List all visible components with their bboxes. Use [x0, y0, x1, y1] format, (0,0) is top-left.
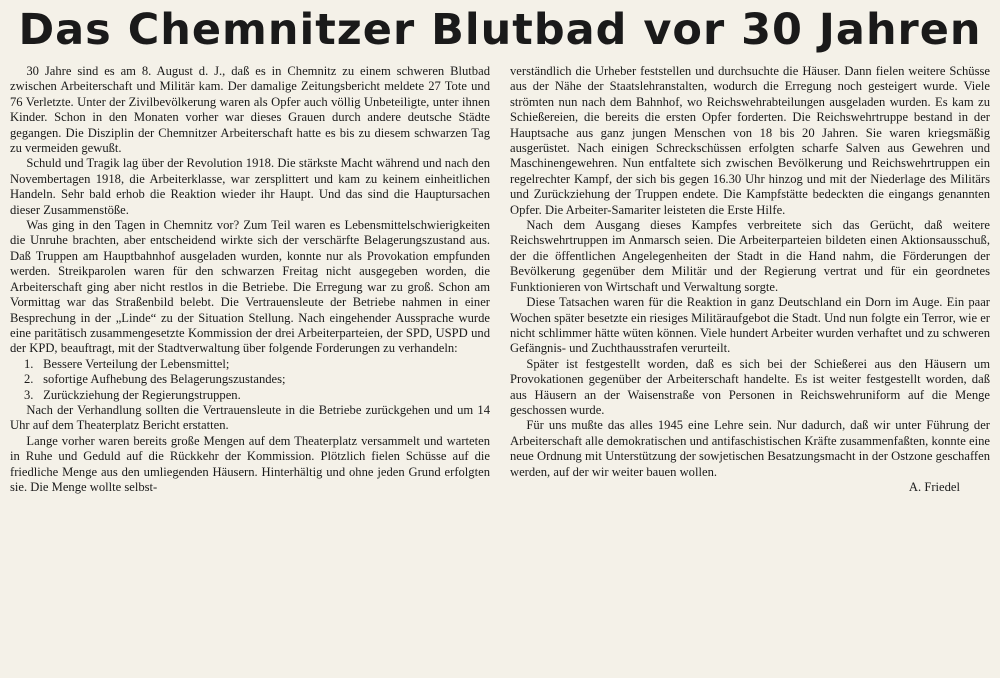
list-item: [24, 388, 490, 403]
paragraph: Lange vorher waren bereits große Mengen auf dem Theaterplatz versammelt und warteten in Ruhe und Geduld auf die Rückkehr der Kommission. Plötzlich fielen Schüsse auf die friedliche Menge aus den umliegenden Häusern. Hinterhältig und ohne jeden Grund erfolgten sie. Die Menge wollte selbst-: [10, 433, 490, 494]
list-item: [24, 357, 490, 372]
paragraph: Was ging in den Tagen in Chemnitz vor? Zum Teil waren es Lebensmittelschwierigkeiten die Unruhe brachten, aber entscheidend wirkte sich der verschärfte Belagerungszustand aus. Daß Truppen am Hauptbahnhof ausgeladen wurden, konnte nur als Provokation empfunden werden. Streikparolen waren für den schwarzen Freitag nicht ausgegeben worden, die Arbeiterschaft ging aber nicht restlos in die Betriebe. Die Erregung war zu groß. Schon am Vormittag war das Straßenbild belebt. Die Vertrauensleute der Betriebe nahmen in einer Besprechung in der „Linde“ zu der Situation Stellung. Nach eingehender Aussprache wurde eine paritätisch zusammengesetzte Kommission der drei Arbeiterparteien, der SPD, USPD und der KPD, beauftragt, mit der Stadtverwaltung über folgende Forderungen zu verhandeln:: [10, 218, 490, 356]
list-number: 1.: [24, 356, 34, 371]
list-text: Zurückziehung der Regierungstruppen.: [43, 387, 241, 402]
article-headline: Das Chemnitzer Blutbad vor 30 Jahren: [18, 5, 982, 55]
paragraph: Schuld und Tragik lag über der Revolution 1918. Die stärkste Macht während und nach den Novembertagen 1918, die Arbeiterklasse, war zersplittert und kam zu keinem einheitlichen Handeln. Sehr bald erhob die Reaktion wieder ihr Haupt. Und das sind die Hauptursachen dieser Zusammenstöße.: [10, 156, 490, 217]
paragraph: Für uns mußte das alles 1945 eine Lehre sein. Nur dadurch, daß wir unter Führung der Arbeiterschaft alle demokratischen und antifaschistischen Kräfte zusammenfaßten, konnte eine neue Ordnung mit Unterstützung der sowjetischen Besatzungsmacht in der Ostzone geschaffen werden, auf der wir weiter bauen wollen.: [510, 418, 990, 479]
demands-list: [10, 357, 490, 403]
list-item: [24, 372, 490, 387]
paragraph: 30 Jahre sind es am 8. August d. J., daß es in Chemnitz zu einem schweren Blutbad zwischen Arbeiterschaft und Militär kam. Der damalige Zeitungsbericht meldete 27 Tote und 76 Verletzte. Unter der Zivilbevölkerung waren als Opfer auch völlig Unbeteiligte, unter ihnen Kinder. Schon in den Monaten vorher war dieses Grauen durch andere deutsche Städte gegangen. Die Disziplin der Chemnitzer Arbeiterschaft hatte es bis zu diesem schwarzen Tag zu vermeiden gewußt.: [10, 64, 490, 156]
list-text: sofortige Aufhebung des Belagerungszustandes;: [43, 372, 286, 387]
paragraph: verständlich die Urheber feststellen und durchsuchte die Häuser. Dann fielen weitere Schüsse aus der Nähe der Staatslehranstalten, wodurch die Erregung noch gesteigert wurde. Viele strömten nun nach dem Bahnhof, wo Reichswehrabteilungen ausgeladen wurden. Es kam zu Schießereien, die bereits die ersten Opfer forderten. Die Reichswehrtruppe bestand in der Hauptsache aus ganz jungen Menschen von 18 bis 20 Jahren. Sie waren kriegsmäßig ausgerüstet. Nach einigen Schreckschüssen erfolgten scharfe Salven aus Gewehren und Maschinengewehren. Nun entfaltete sich zwischen Bevölkerung und Reichswehrtruppen ein regelrechter Kampf, der sich bis gegen 16.30 Uhr hinzog und mit der Niederlage des Militärs und Zurückziehung der Truppen endete. Die Kampfstätte bedeckten die eingangs genannten Opfer. Die Arbeiter-Samariter leisteten die Erste Hilfe.: [510, 64, 990, 217]
list-number: 2.: [24, 372, 34, 387]
article-body: [10, 64, 990, 674]
list-number: 3.: [24, 387, 34, 402]
left-column: [10, 64, 490, 674]
paragraph: Später ist festgestellt worden, daß es sich bei der Schießerei aus den Häusern um Provokationen gegenüber der Arbeiterschaft handelte. Es ist weiter festgestellt worden, daß aus Häusern an der Waisenstraße von Personen in Reichswehruniform auf die Menge geschossen wurde.: [510, 356, 990, 417]
author-signature: A. Friedel: [908, 479, 960, 494]
paragraph: Nach der Verhandlung sollten die Vertrauensleute in die Betriebe zurückgehen und um 14 Uhr auf dem Theaterplatz Bericht erstatten.: [10, 402, 490, 433]
list-text: Bessere Verteilung der Lebensmittel;: [43, 356, 230, 371]
right-column: [510, 64, 990, 674]
paragraph: Diese Tatsachen waren für die Reaktion in ganz Deutschland ein Dorn im Auge. Ein paar Wochen später besetzte ein riesiges Militäraufgebot die Stadt. Und nun folgte ein Terror, wie er nicht schlimmer hätte wüten können. Viele hundert Arbeiter wurden verhaftet und zu schweren Gefängnis- und Zuchthausstrafen verurteilt.: [510, 295, 990, 356]
paragraph: Nach dem Ausgang dieses Kampfes verbreitete sich das Gerücht, daß weitere Reichswehrtruppen im Anmarsch seien. Die Arbeiterparteien bildeten einen Aktionsausschuß, der die öffentlichen Angelegenheiten der Stadt in die Hand nahm, die Förderungen der Bevölkerung gegenüber dem Militär und der Regierung vertrat und für ein geordnetes Funktionieren von Wirtschaft und Verwaltung sorgte.: [510, 218, 990, 294]
